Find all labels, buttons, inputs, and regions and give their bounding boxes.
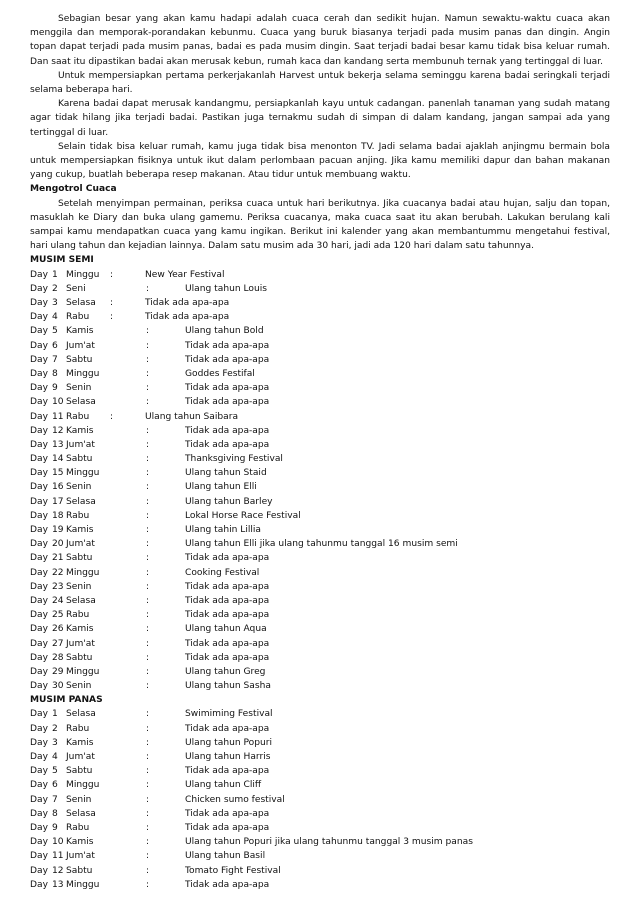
event-text: Ulang tahun Popuri jika ulang tahunmu tanggal 3 musim panas: [185, 837, 473, 848]
day-label: Day: [30, 425, 48, 436]
weekday-name: Rabu: [66, 510, 90, 521]
day-label: Day: [30, 567, 48, 578]
day-number: 20: [52, 539, 64, 550]
separator: :: [146, 652, 150, 663]
day-number: 9: [52, 822, 58, 833]
weekday-name: Sabtu: [66, 553, 93, 564]
event-text: Tidak ada apa-apa: [185, 581, 270, 592]
day-number: 13: [52, 879, 64, 890]
weekday-name: Kamis: [66, 624, 94, 635]
intro-paragraph-2: Untuk mempersiapkan pertama perkerjakanlah Harvest untuk bekerja selama seminggu karena badai seringkali terjadi selama beberapa hari.: [30, 70, 610, 96]
separator: :: [110, 312, 114, 323]
calendar-row: [30, 778, 610, 792]
weekday-name: Selasa: [66, 496, 96, 507]
day-label: Day: [30, 681, 48, 692]
separator: :: [146, 326, 150, 337]
event-text: Ulang tahun Saibara: [145, 411, 239, 422]
weekday-name: Jum'at: [66, 638, 95, 649]
separator: :: [146, 780, 150, 791]
weekday-name: Minggu: [66, 780, 100, 791]
event-text: Ulang tahun Louis: [185, 283, 267, 294]
calendar-row: [30, 353, 610, 367]
calendar-row: [30, 807, 610, 821]
calendar-row: [30, 466, 610, 480]
event-text: Tidak ada apa-apa: [185, 766, 270, 777]
document-page: [30, 12, 610, 892]
weekday-name: Jum'at: [66, 340, 95, 351]
separator: :: [146, 454, 150, 465]
day-number: 12: [52, 425, 64, 436]
day-label: Day: [30, 709, 48, 720]
event-text: Ulang tahun Elli: [185, 482, 257, 493]
day-number: 15: [52, 468, 64, 479]
intro-paragraph-3: Karena badai dapat merusak kandangmu, persiapkanlah kayu untuk cadangan. panenlah tanaman yang sudah matang agar tidak hilang jika terjadi badai. Pastikan juga ternakmu sudah di simpan di dalam kandang, jangan sampai ada yang tertinggal di luar.: [30, 99, 610, 138]
day-number: 29: [52, 666, 64, 677]
calendar-row: [30, 764, 610, 778]
event-text: Goddes Festifal: [185, 368, 255, 379]
calendar-row: [30, 480, 610, 494]
calendar-row: [30, 722, 610, 736]
season-heading: MUSIM SEMI: [30, 255, 94, 266]
weekday-name: Selasa: [66, 808, 96, 819]
event-text: Ulang tahun Cliff: [185, 780, 262, 791]
day-number: 4: [52, 752, 58, 763]
calendar-row: [30, 651, 610, 665]
day-label: Day: [30, 780, 48, 791]
day-number: 10: [52, 837, 64, 848]
separator: :: [146, 439, 150, 450]
day-label: Day: [30, 439, 48, 450]
day-number: 11: [52, 411, 64, 422]
weekday-name: Senin: [66, 482, 92, 493]
day-label: Day: [30, 468, 48, 479]
day-label: Day: [30, 879, 48, 890]
calendar-row: [30, 707, 610, 721]
day-number: 8: [52, 808, 58, 819]
event-text: Ulang tahun Elli jika ulang tahunmu tanggal 16 musim semi: [185, 539, 458, 550]
weekday-name: Senin: [66, 383, 92, 394]
calendar-row: [30, 495, 610, 509]
separator: :: [146, 283, 150, 294]
day-number: 1: [52, 709, 58, 720]
day-label: Day: [30, 411, 48, 422]
weekday-name: Minggu: [66, 269, 100, 280]
event-text: Tidak ada apa-apa: [185, 808, 270, 819]
separator: :: [146, 567, 150, 578]
day-number: 5: [52, 766, 58, 777]
event-text: Ulang tahun Greg: [185, 666, 266, 677]
calendar-row: [30, 268, 610, 282]
event-text: Lokal Horse Race Festival: [185, 510, 301, 521]
season-heading: MUSIM PANAS: [30, 695, 103, 706]
weekday-name: Selasa: [66, 298, 96, 309]
day-number: 26: [52, 624, 64, 635]
weekday-name: Kamis: [66, 837, 94, 848]
separator: :: [146, 581, 150, 592]
intro-paragraph-4: Selain tidak bisa keluar rumah, kamu juga tidak bisa menonton TV. Jadi selama badai ajaklah anjingmu bermain bola untuk mempersiapkan fisiknya untuk ikut dalam perlombaan pacuan anjing. Jika kamu memiliki dapur dan bahan makanan yang cukup, buatlah beberapa resep makanan. Atau tidur untuk membuang waktu.: [30, 141, 610, 181]
event-text: Thanksgiving Festival: [185, 454, 283, 465]
day-number: 28: [52, 652, 64, 663]
event-text: Tidak ada apa-apa: [185, 822, 270, 833]
day-number: 14: [52, 454, 64, 465]
weekday-name: Selasa: [66, 595, 96, 606]
separator: :: [146, 851, 150, 862]
day-number: 24: [52, 595, 64, 606]
weekday-name: Sabtu: [66, 766, 93, 777]
calendar-row: [30, 679, 610, 693]
separator: :: [146, 737, 150, 748]
day-label: Day: [30, 794, 48, 805]
day-label: Day: [30, 581, 48, 592]
day-label: Day: [30, 368, 48, 379]
separator: :: [146, 865, 150, 876]
calendar-row: [30, 849, 610, 863]
calendar-row: [30, 438, 610, 452]
intro-paragraph-1: Sebagian besar yang akan kamu hadapi adalah cuaca cerah dan sedikit hujan. Namun sewaktu-waktu cuaca akan menggila dan memporak-porandakan kebunmu. Cuaca yang buruk biasanya terjadi pada musim panas dan dingin. Angin topan dapat terjadi pada musim panas, badai es pada musim dingin. Saat terjadi badai besar kamu tidak bisa keluar rumah. Dan saat itu dipastikan badai akan merusak kebun, rumah kaca dan kandang serta membunuh ternak yang tertinggal di luar.: [30, 14, 610, 67]
separator: :: [146, 553, 150, 564]
calendar-row: [30, 509, 610, 523]
event-text: Tidak ada apa-apa: [145, 298, 230, 309]
calendar-row: [30, 665, 610, 679]
day-label: Day: [30, 283, 48, 294]
separator: :: [146, 368, 150, 379]
day-label: Day: [30, 723, 48, 734]
weekday-name: Sabtu: [66, 454, 93, 465]
calendar-row: [30, 310, 610, 324]
day-number: 18: [52, 510, 64, 521]
day-label: Day: [30, 454, 48, 465]
separator: :: [146, 879, 150, 890]
day-label: Day: [30, 354, 48, 365]
calendar-row: [30, 452, 610, 466]
day-label: Day: [30, 326, 48, 337]
day-label: Day: [30, 638, 48, 649]
day-label: Day: [30, 312, 48, 323]
weekday-name: Kamis: [66, 425, 94, 436]
separator: :: [146, 525, 150, 536]
weekday-name: Minggu: [66, 879, 100, 890]
calendar-row: [30, 835, 610, 849]
event-text: New Year Festival: [145, 269, 225, 280]
calendar-row: [30, 410, 610, 424]
separator: :: [146, 468, 150, 479]
separator: :: [110, 269, 114, 280]
day-label: Day: [30, 482, 48, 493]
calendar-row: [30, 296, 610, 310]
weekday-name: Rabu: [66, 610, 90, 621]
weekday-name: Minggu: [66, 567, 100, 578]
day-number: 3: [52, 298, 58, 309]
weekday-name: Kamis: [66, 525, 94, 536]
day-number: 2: [52, 723, 58, 734]
day-number: 22: [52, 567, 64, 578]
day-number: 17: [52, 496, 64, 507]
day-label: Day: [30, 340, 48, 351]
weekday-name: Senin: [66, 681, 92, 692]
calendar-row: [30, 381, 610, 395]
separator: :: [110, 411, 114, 422]
separator: :: [146, 595, 150, 606]
day-label: Day: [30, 808, 48, 819]
calendar-row: [30, 339, 610, 353]
day-label: Day: [30, 595, 48, 606]
day-label: Day: [30, 269, 48, 280]
weekday-name: Rabu: [66, 312, 90, 323]
day-label: Day: [30, 383, 48, 394]
weekday-name: Minggu: [66, 666, 100, 677]
day-label: Day: [30, 610, 48, 621]
weekday-name: Jum'at: [66, 851, 95, 862]
event-text: Tidak ada apa-apa: [185, 638, 270, 649]
calendar-row: [30, 551, 610, 565]
day-label: Day: [30, 539, 48, 550]
calendar-row: [30, 523, 610, 537]
separator: :: [146, 752, 150, 763]
event-text: Tidak ada apa-apa: [185, 723, 270, 734]
event-text: Tidak ada apa-apa: [185, 397, 270, 408]
event-text: Ulang tahun Harris: [185, 752, 271, 763]
calendar-row: [30, 395, 610, 409]
weekday-name: Jum'at: [66, 439, 95, 450]
day-number: 12: [52, 865, 64, 876]
day-number: 4: [52, 312, 58, 323]
day-label: Day: [30, 752, 48, 763]
weekday-name: Rabu: [66, 822, 90, 833]
calendar-row: [30, 622, 610, 636]
day-number: 10: [52, 397, 64, 408]
day-label: Day: [30, 666, 48, 677]
day-number: 13: [52, 439, 64, 450]
event-text: Tidak ada apa-apa: [185, 354, 270, 365]
separator: :: [146, 766, 150, 777]
day-number: 2: [52, 283, 58, 294]
weekday-name: Senin: [66, 581, 92, 592]
event-text: Ulang tahun Basil: [185, 851, 266, 862]
calendar-row: [30, 324, 610, 338]
day-label: Day: [30, 397, 48, 408]
calendar-row: [30, 637, 610, 651]
event-text: Tidak ada apa-apa: [185, 340, 270, 351]
separator: :: [146, 794, 150, 805]
separator: :: [146, 340, 150, 351]
weekday-name: Minggu: [66, 468, 100, 479]
calendar-row: [30, 594, 610, 608]
event-text: Tidak ada apa-apa: [185, 595, 270, 606]
separator: :: [146, 482, 150, 493]
separator: :: [146, 666, 150, 677]
separator: :: [146, 723, 150, 734]
separator: :: [146, 681, 150, 692]
event-text: Cooking Festival: [185, 567, 260, 578]
calendar-row: [30, 821, 610, 835]
day-number: 23: [52, 581, 64, 592]
day-number: 8: [52, 368, 58, 379]
event-text: Ulang tahun Popuri: [185, 737, 273, 748]
day-label: Day: [30, 510, 48, 521]
weekday-name: Rabu: [66, 411, 90, 422]
day-number: 25: [52, 610, 64, 621]
event-text: Tidak ada apa-apa: [185, 652, 270, 663]
day-label: Day: [30, 652, 48, 663]
event-text: Tidak ada apa-apa: [185, 879, 270, 890]
day-label: Day: [30, 837, 48, 848]
weekday-name: Selasa: [66, 709, 96, 720]
weekday-name: Minggu: [66, 368, 100, 379]
event-text: Tidak ada apa-apa: [145, 312, 230, 323]
day-label: Day: [30, 865, 48, 876]
calendar-row: [30, 580, 610, 594]
event-text: Ulang tahun Sasha: [185, 681, 271, 692]
event-text: Swimiming Festival: [185, 709, 273, 720]
separator: :: [146, 539, 150, 550]
separator: :: [146, 638, 150, 649]
calendar-row: [30, 878, 610, 892]
day-number: 19: [52, 525, 64, 536]
day-label: Day: [30, 298, 48, 309]
event-text: Tidak ada apa-apa: [185, 610, 270, 621]
calendar-row: [30, 736, 610, 750]
day-label: Day: [30, 553, 48, 564]
event-text: Tomato Fight Festival: [185, 865, 281, 876]
day-label: Day: [30, 624, 48, 635]
separator: :: [146, 354, 150, 365]
separator: :: [146, 610, 150, 621]
day-label: Day: [30, 496, 48, 507]
event-text: Tidak ada apa-apa: [185, 553, 270, 564]
day-number: 16: [52, 482, 64, 493]
calendar-row: [30, 864, 610, 878]
day-number: 30: [52, 681, 64, 692]
day-number: 7: [52, 794, 58, 805]
day-number: 6: [52, 780, 58, 791]
event-text: Ulang tahun Bold: [185, 326, 264, 337]
calendar-row: [30, 750, 610, 764]
separator: :: [146, 496, 150, 507]
weekday-name: Senin: [66, 794, 92, 805]
calendar-row: [30, 367, 610, 381]
day-number: 7: [52, 354, 58, 365]
separator: :: [146, 709, 150, 720]
separator: :: [146, 510, 150, 521]
weekday-name: Sabtu: [66, 354, 93, 365]
weekday-name: Jum'at: [66, 752, 95, 763]
event-text: Ulang tahin Lillia: [185, 525, 262, 536]
day-number: 5: [52, 326, 58, 337]
weather-heading: Mengotrol Cuaca: [30, 184, 117, 195]
weather-paragraph: Setelah menyimpan permainan, periksa cuaca untuk hari berikutnya. Jika cuacanya badai atau hujan, salju dan topan, masuklah ke Diary dan buka ulang gamemu. Periksa cuacanya, maka cuaca saat itu akan berubah. Lakukan berulang kali sampai kamu mendapatkan cuaca yang kamu ingikan. Berikut ini kalender yang akan membantummu mengetahui festival, hari ulang tahun dan kejadian lainnya. Dalam satu musim ada 30 hari, jadi ada 120 hari dalam satu tahunnya.: [30, 198, 610, 252]
event-text: Tidak ada apa-apa: [185, 439, 270, 450]
weekday-name: Sabtu: [66, 865, 93, 876]
calendar-row: [30, 282, 610, 296]
separator: :: [146, 425, 150, 436]
event-text: Ulang tahun Staid: [185, 468, 267, 479]
weekday-name: Rabu: [66, 723, 90, 734]
day-number: 3: [52, 737, 58, 748]
calendar-row: [30, 424, 610, 438]
weekday-name: Selasa: [66, 397, 96, 408]
day-number: 21: [52, 553, 64, 564]
separator: :: [146, 837, 150, 848]
day-label: Day: [30, 822, 48, 833]
day-number: 6: [52, 340, 58, 351]
event-text: Ulang tahun Aqua: [185, 624, 267, 635]
event-text: Tidak ada apa-apa: [185, 383, 270, 394]
day-label: Day: [30, 525, 48, 536]
event-text: Ulang tahun Barley: [185, 496, 273, 507]
day-number: 11: [52, 851, 64, 862]
weekday-name: Kamis: [66, 326, 94, 337]
weekday-name: Kamis: [66, 737, 94, 748]
separator: :: [110, 298, 114, 309]
event-text: Chicken sumo festival: [185, 794, 285, 805]
weekday-name: Jum'at: [66, 539, 95, 550]
day-number: 27: [52, 638, 64, 649]
weekday-name: Seni: [66, 283, 86, 294]
day-label: Day: [30, 766, 48, 777]
separator: :: [146, 383, 150, 394]
day-number: 1: [52, 269, 58, 280]
season-calendar: [30, 253, 610, 891]
calendar-row: [30, 793, 610, 807]
calendar-row: [30, 537, 610, 551]
event-text: Tidak ada apa-apa: [185, 425, 270, 436]
day-label: Day: [30, 737, 48, 748]
separator: :: [146, 624, 150, 635]
separator: :: [146, 808, 150, 819]
day-number: 9: [52, 383, 58, 394]
separator: :: [146, 397, 150, 408]
day-label: Day: [30, 851, 48, 862]
calendar-row: [30, 566, 610, 580]
separator: :: [146, 822, 150, 833]
weekday-name: Sabtu: [66, 652, 93, 663]
calendar-row: [30, 608, 610, 622]
